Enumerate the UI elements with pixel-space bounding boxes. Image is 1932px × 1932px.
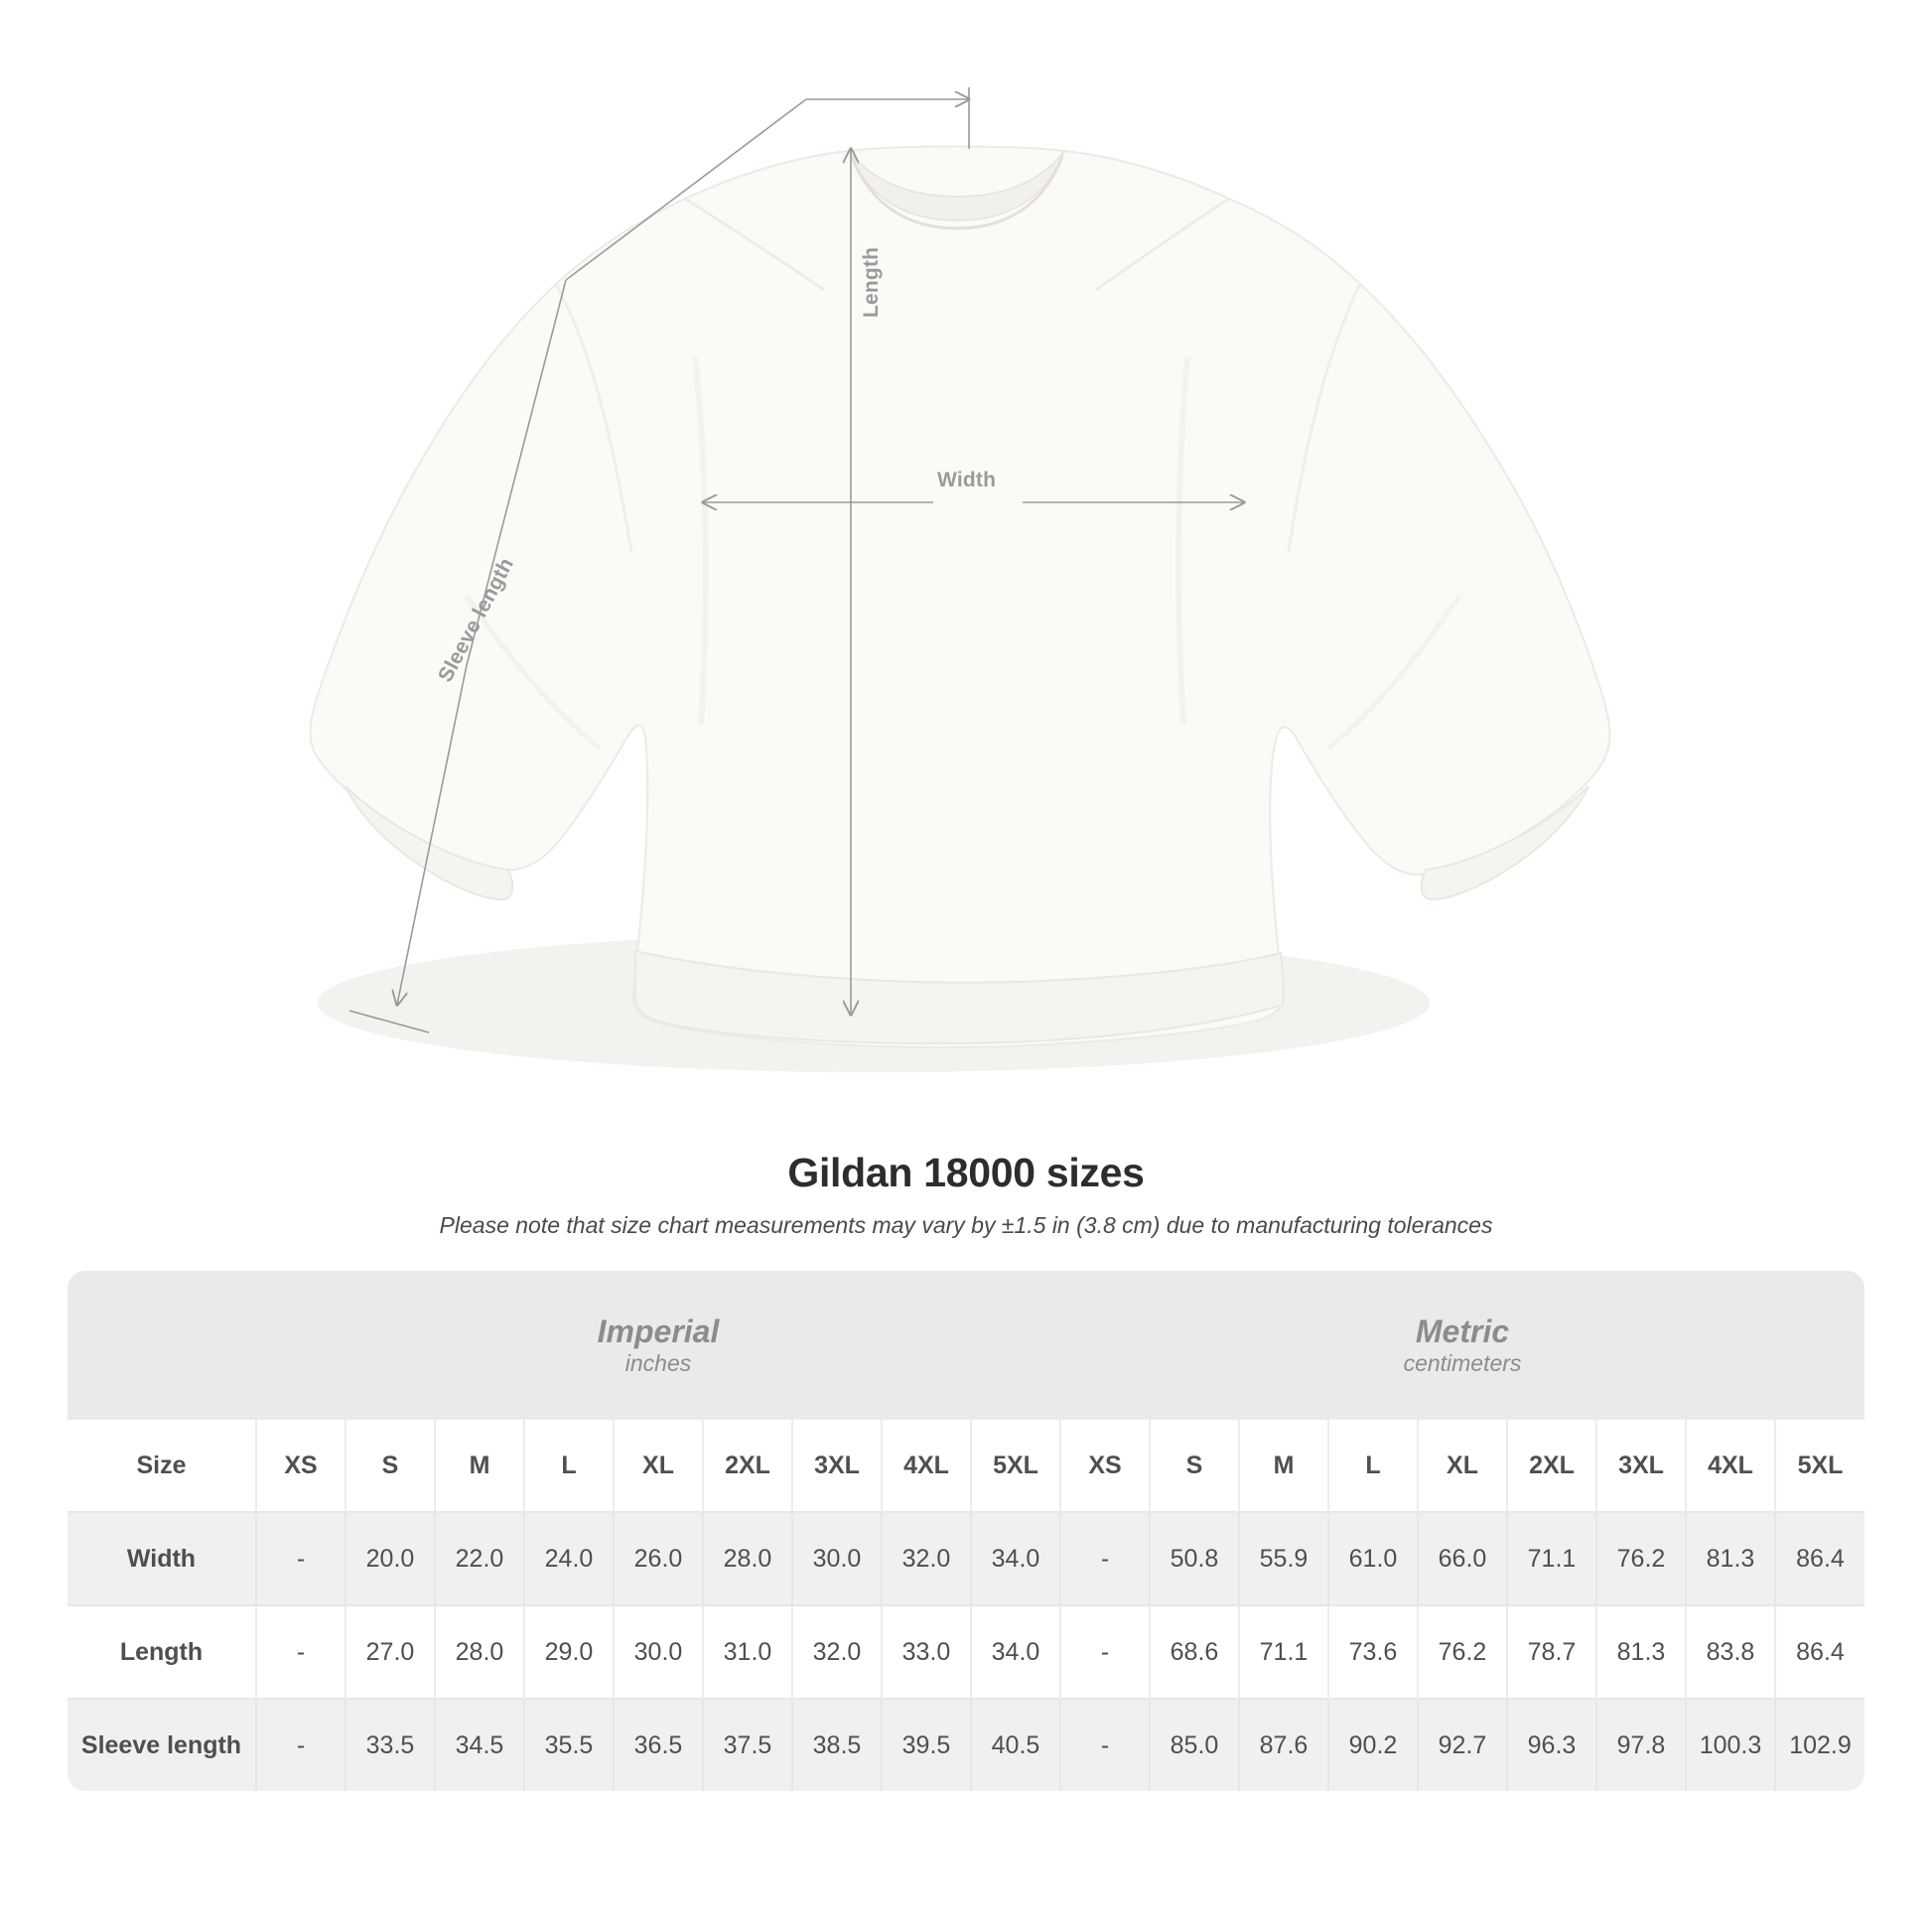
size-col-xl-metric: XL bbox=[1418, 1420, 1507, 1512]
row-label-length: Length bbox=[68, 1605, 256, 1699]
cell-length-13: 76.2 bbox=[1418, 1605, 1507, 1699]
size-col-3xl-metric: 3XL bbox=[1596, 1420, 1686, 1512]
cell-sleeve-15: 97.8 bbox=[1596, 1699, 1686, 1791]
cell-width-12: 61.0 bbox=[1328, 1512, 1418, 1605]
size-col-l-metric: L bbox=[1328, 1420, 1418, 1512]
size-col-s-metric: S bbox=[1150, 1420, 1239, 1512]
size-col-2xl-imperial: 2XL bbox=[703, 1420, 792, 1512]
size-col-m-metric: M bbox=[1239, 1420, 1328, 1512]
cell-sleeve-10: 85.0 bbox=[1150, 1699, 1239, 1791]
cell-width-11: 55.9 bbox=[1239, 1512, 1328, 1605]
cell-sleeve-6: 38.5 bbox=[792, 1699, 882, 1791]
cell-width-17: 86.4 bbox=[1775, 1512, 1864, 1605]
unit-header-imperial bbox=[256, 1271, 1060, 1420]
sleeve-length-label: Sleeve length bbox=[434, 554, 519, 686]
unit-header-spacer bbox=[68, 1271, 256, 1420]
unit-header-metric bbox=[1060, 1271, 1864, 1420]
cell-length-8: 34.0 bbox=[971, 1605, 1060, 1699]
cell-length-1: 27.0 bbox=[345, 1605, 435, 1699]
cell-sleeve-14: 96.3 bbox=[1507, 1699, 1596, 1791]
size-col-2xl-metric: 2XL bbox=[1507, 1420, 1596, 1512]
cell-sleeve-7: 39.5 bbox=[882, 1699, 971, 1791]
cell-sleeve-8: 40.5 bbox=[971, 1699, 1060, 1791]
unit-sub-imperial: inches bbox=[624, 1350, 692, 1377]
size-col-4xl-imperial: 4XL bbox=[882, 1420, 971, 1512]
row-header-label: Size bbox=[68, 1420, 256, 1512]
cell-length-5: 31.0 bbox=[703, 1605, 792, 1699]
cell-width-10: 50.8 bbox=[1150, 1512, 1239, 1605]
size-table-wrapper bbox=[68, 1271, 1864, 1791]
cell-width-15: 76.2 bbox=[1596, 1512, 1686, 1605]
cell-length-2: 28.0 bbox=[435, 1605, 524, 1699]
row-label-width: Width bbox=[68, 1512, 256, 1605]
cell-sleeve-11: 87.6 bbox=[1239, 1699, 1328, 1791]
cell-width-5: 28.0 bbox=[703, 1512, 792, 1605]
table-row bbox=[68, 1605, 1864, 1699]
cell-width-2: 22.0 bbox=[435, 1512, 524, 1605]
size-col-3xl-imperial: 3XL bbox=[792, 1420, 882, 1512]
size-col-l-imperial: L bbox=[524, 1420, 614, 1512]
cell-length-14: 78.7 bbox=[1507, 1605, 1596, 1699]
cell-width-6: 30.0 bbox=[792, 1512, 882, 1605]
cell-width-13: 66.0 bbox=[1418, 1512, 1507, 1605]
cell-sleeve-3: 35.5 bbox=[524, 1699, 614, 1791]
unit-header-row bbox=[68, 1271, 1864, 1420]
size-col-m-imperial: M bbox=[435, 1420, 524, 1512]
cell-width-0: - bbox=[256, 1512, 345, 1605]
size-col-xl-imperial: XL bbox=[614, 1420, 703, 1512]
cell-length-12: 73.6 bbox=[1328, 1605, 1418, 1699]
cell-width-3: 24.0 bbox=[524, 1512, 614, 1605]
cell-sleeve-5: 37.5 bbox=[703, 1699, 792, 1791]
measurement-note: Please note that size chart measurements may vary by ±1.5 in (3.8 cm) due to manufacturing tolerances bbox=[439, 1212, 1493, 1238]
size-col-xs-metric: XS bbox=[1060, 1420, 1150, 1512]
row-label-sleeve-length: Sleeve length bbox=[68, 1699, 256, 1791]
cell-length-10: 68.6 bbox=[1150, 1605, 1239, 1699]
cell-width-1: 20.0 bbox=[345, 1512, 435, 1605]
cell-length-9: - bbox=[1060, 1605, 1150, 1699]
cell-sleeve-9: - bbox=[1060, 1699, 1150, 1791]
cell-width-9: - bbox=[1060, 1512, 1150, 1605]
title-block bbox=[0, 1150, 1932, 1239]
cell-sleeve-16: 100.3 bbox=[1686, 1699, 1775, 1791]
length-label: Length bbox=[860, 246, 883, 318]
cell-length-7: 33.0 bbox=[882, 1605, 971, 1699]
cell-length-16: 83.8 bbox=[1686, 1605, 1775, 1699]
cell-length-3: 29.0 bbox=[524, 1605, 614, 1699]
table-row bbox=[68, 1512, 1864, 1605]
cell-width-7: 32.0 bbox=[882, 1512, 971, 1605]
unit-sub-metric: centimeters bbox=[1403, 1350, 1522, 1377]
unit-title-imperial: Imperial bbox=[597, 1312, 720, 1349]
unit-title-metric: Metric bbox=[1415, 1312, 1510, 1349]
cell-sleeve-4: 36.5 bbox=[614, 1699, 703, 1791]
size-header-row bbox=[68, 1420, 1864, 1512]
cell-sleeve-13: 92.7 bbox=[1418, 1699, 1507, 1791]
cell-length-15: 81.3 bbox=[1596, 1605, 1686, 1699]
size-table bbox=[68, 1271, 1864, 1791]
cell-sleeve-1: 33.5 bbox=[345, 1699, 435, 1791]
cell-sleeve-0: - bbox=[256, 1699, 345, 1791]
size-col-xs-imperial: XS bbox=[256, 1420, 345, 1512]
cell-length-6: 32.0 bbox=[792, 1605, 882, 1699]
size-col-5xl-imperial: 5XL bbox=[971, 1420, 1060, 1512]
cell-length-17: 86.4 bbox=[1775, 1605, 1864, 1699]
width-label: Width bbox=[937, 469, 997, 491]
size-col-5xl-metric: 5XL bbox=[1797, 1450, 1844, 1479]
cell-width-8: 34.0 bbox=[971, 1512, 1060, 1605]
cell-length-11: 71.1 bbox=[1239, 1605, 1328, 1699]
size-col-4xl-metric: 4XL bbox=[1686, 1420, 1775, 1512]
cell-width-14: 71.1 bbox=[1507, 1512, 1596, 1605]
cell-sleeve-2: 34.5 bbox=[435, 1699, 524, 1791]
page-title: Gildan 18000 sizes bbox=[787, 1150, 1145, 1195]
cell-sleeve-17: 102.9 bbox=[1775, 1699, 1864, 1791]
cell-width-4: 26.0 bbox=[614, 1512, 703, 1605]
cell-length-0: - bbox=[256, 1605, 345, 1699]
cell-length-4: 30.0 bbox=[614, 1605, 703, 1699]
table-row bbox=[68, 1699, 1864, 1791]
cell-sleeve-12: 90.2 bbox=[1328, 1699, 1418, 1791]
sweatshirt-shape bbox=[311, 147, 1610, 1048]
cell-width-16: 81.3 bbox=[1686, 1512, 1775, 1605]
size-col-s-imperial: S bbox=[345, 1420, 435, 1512]
